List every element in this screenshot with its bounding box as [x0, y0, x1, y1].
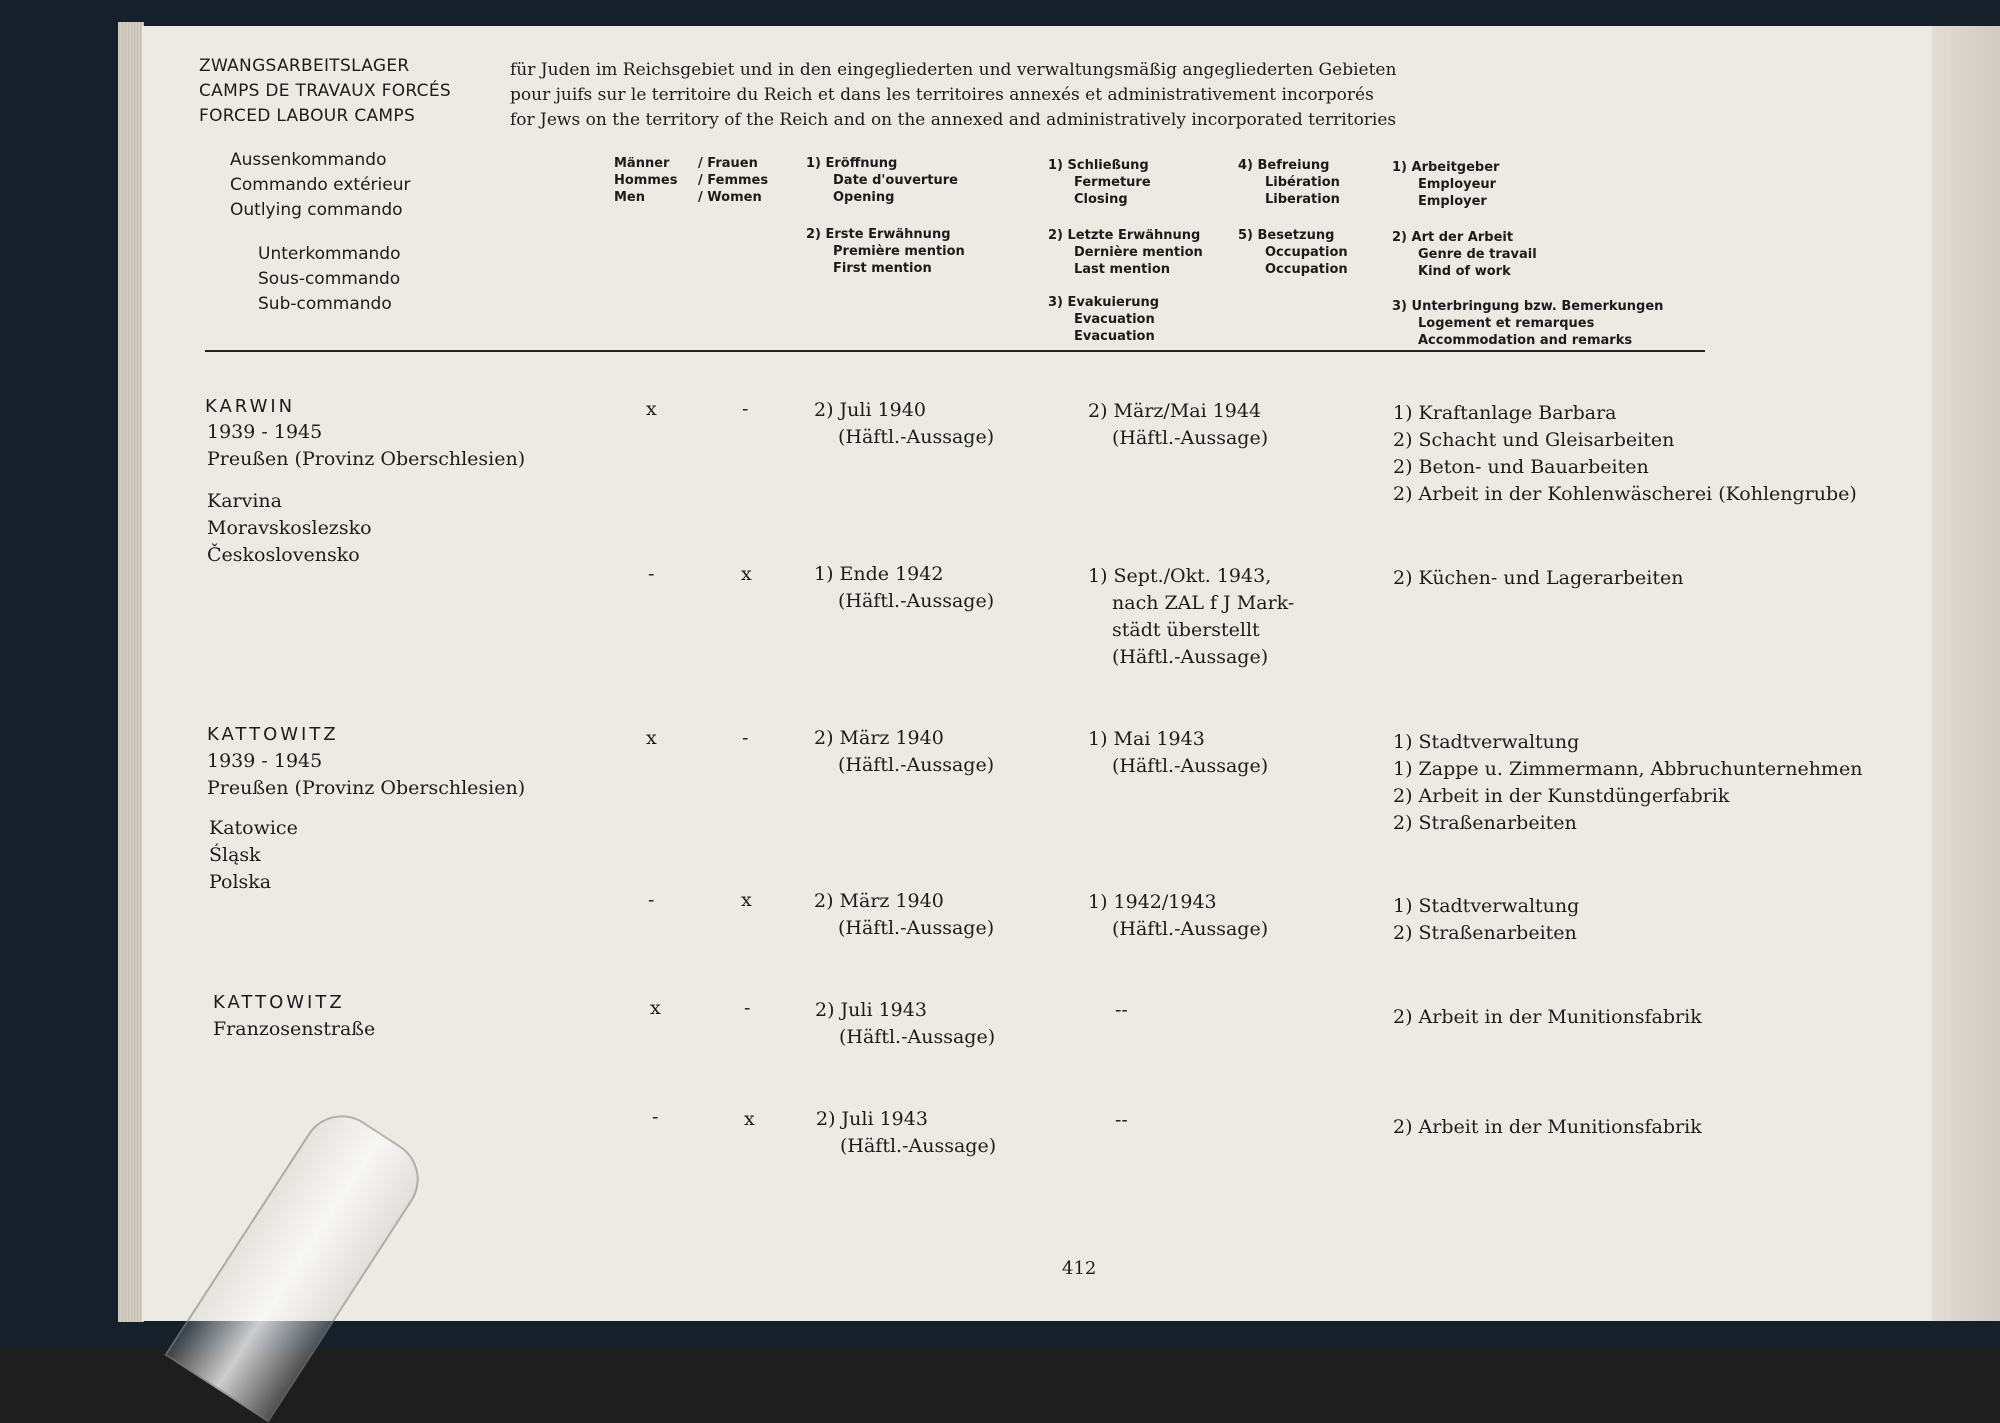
header-cell: Date d'ouverture — [833, 173, 958, 188]
camp-details — [207, 748, 525, 802]
header-cell: Occupation — [1265, 245, 1348, 260]
header-cell: Last mention — [1074, 262, 1171, 277]
men-mark: x — [646, 727, 657, 749]
date-line: 1) Mai 1943 — [1088, 728, 1205, 750]
header-cell: 1) Schließung — [1048, 158, 1149, 173]
women-mark: x — [741, 889, 752, 911]
work-line: 2) Straßenarbeiten — [1393, 812, 1577, 834]
header-cell: Liberation — [1265, 192, 1340, 207]
gender-women-header — [698, 155, 768, 206]
date-line: 2) März 1940 — [814, 890, 944, 912]
header-cell: Evacuation — [1074, 329, 1155, 344]
header-cell: Hommes — [614, 173, 678, 188]
header-cell: Employeur — [1418, 177, 1497, 192]
place-line: Śląsk — [209, 844, 261, 866]
subcommando-line: Sub-commando — [258, 294, 392, 314]
header-rule — [205, 350, 1705, 352]
camp-detail-line: 1939 - 1945 — [207, 421, 323, 443]
opening-date — [816, 1106, 996, 1160]
commando-line: Commando extérieur — [230, 175, 411, 195]
header-cell: Genre de travail — [1418, 247, 1537, 262]
header-cell: Kind of work — [1418, 264, 1511, 279]
date-line: -- — [1115, 1109, 1128, 1131]
camp-place — [207, 488, 372, 569]
accommodation-header — [1392, 298, 1663, 349]
place-line: Československo — [207, 544, 360, 566]
header-cell: Accommodation and remarks — [1418, 333, 1633, 348]
work-line: 2) Arbeit in der Munitionsfabrik — [1393, 1006, 1702, 1028]
opening-header — [806, 155, 958, 206]
women-mark: - — [744, 997, 751, 1019]
camp-detail-line: Preußen (Provinz Oberschlesien) — [207, 777, 526, 799]
closing-date — [1088, 726, 1268, 780]
liberation-header — [1238, 157, 1340, 208]
date-line: (Häftl.-Aussage) — [1112, 918, 1269, 940]
header-cell: 2) Erste Erwähnung — [806, 227, 951, 242]
subcommando-line: Unterkommando — [258, 244, 401, 264]
header-cell: Evacuation — [1074, 312, 1155, 327]
header-mid-line: for Jews on the territory of the Reich and on the annexed and administratively incorporated territories — [510, 110, 1397, 130]
date-line: (Häftl.-Aussage) — [839, 1026, 996, 1048]
commando-line: Outlying commando — [230, 200, 403, 220]
camp-detail-line: Franzosenstraße — [213, 1018, 376, 1040]
date-line: (Häftl.-Aussage) — [838, 917, 995, 939]
date-line: 1) 1942/1943 — [1088, 891, 1217, 913]
page-stack-edge — [118, 22, 144, 1322]
men-mark: - — [648, 889, 655, 911]
date-line: nach ZAL f J Mark- — [1112, 592, 1295, 614]
men-mark: - — [648, 563, 655, 585]
closing-date — [1088, 563, 1294, 671]
camp-name: KATTOWITZ — [213, 992, 345, 1013]
closing-date — [1088, 398, 1268, 452]
work-line: 2) Arbeit in der Kohlenwäscherei (Kohlengrube) — [1393, 483, 1857, 505]
date-line: 2) Juli 1943 — [815, 999, 927, 1021]
header-cell: / Women — [698, 190, 762, 205]
date-line: 1) Ende 1942 — [814, 563, 944, 585]
header-cell: Fermeture — [1074, 175, 1151, 190]
header-mid-line: pour juifs sur le territoire du Reich et dans les territoires annexés et administrativement incorporés — [510, 85, 1374, 105]
header-cell: Opening — [833, 190, 895, 205]
camp-name: KATTOWITZ — [207, 724, 339, 745]
header-left — [199, 54, 451, 129]
commando-line: Aussenkommando — [230, 150, 387, 170]
camp-detail-line: 1939 - 1945 — [207, 750, 323, 772]
gender-men-header — [614, 155, 677, 206]
work-line: 2) Beton- und Bauarbeiten — [1393, 456, 1649, 478]
header-cell: 3) Evakuierung — [1048, 295, 1160, 310]
facing-page-edge — [1932, 26, 2000, 1321]
occupation-header — [1238, 227, 1348, 278]
opening-date — [814, 725, 994, 779]
opening-date — [814, 561, 994, 615]
opening-date — [814, 888, 994, 942]
work-list — [1393, 400, 1857, 508]
date-line: (Häftl.-Aussage) — [838, 754, 995, 776]
opening-date — [814, 397, 994, 451]
header-mid-line: für Juden im Reichsgebiet und in den eingegliederten und verwaltungsmäßig angegliederten Gebieten — [510, 60, 1397, 80]
closing-date — [1115, 1107, 1128, 1134]
header-cell: 4) Befreiung — [1238, 158, 1330, 173]
header-left-line: CAMPS DE TRAVAUX FORCÉS — [199, 81, 451, 101]
date-line: 2) Juli 1943 — [816, 1108, 928, 1130]
date-line: städt überstellt — [1112, 619, 1260, 641]
work-line: 2) Schacht und Gleisarbeiten — [1393, 429, 1675, 451]
men-mark: x — [646, 398, 657, 420]
header-cell: 1) Eröffnung — [806, 156, 898, 171]
work-line: 1) Stadtverwaltung — [1393, 895, 1580, 917]
camp-detail-line: Preußen (Provinz Oberschlesien) — [207, 448, 526, 470]
date-line: 2) Juli 1940 — [814, 399, 926, 421]
place-line: Karvina — [207, 490, 282, 512]
work-line: 1) Zappe u. Zimmermann, Abbruchunternehmen — [1393, 758, 1863, 780]
commando-label — [230, 148, 410, 223]
women-mark: - — [742, 727, 749, 749]
date-line: 2) März 1940 — [814, 727, 944, 749]
header-cell: 1) Arbeitgeber — [1392, 160, 1500, 175]
women-mark: - — [742, 398, 749, 420]
header-cell: / Frauen — [698, 156, 758, 171]
header-cell: Dernière mention — [1074, 245, 1203, 260]
camp-name: KARWIN — [205, 396, 296, 417]
work-line: 1) Stadtverwaltung — [1393, 731, 1580, 753]
header-cell: Libération — [1265, 175, 1340, 190]
employer-header — [1392, 159, 1499, 210]
work-kind-header — [1392, 229, 1537, 280]
last-mention-header — [1048, 227, 1203, 278]
closing-date — [1115, 997, 1128, 1024]
date-line: 1) Sept./Okt. 1943, — [1088, 565, 1272, 587]
date-line: (Häftl.-Aussage) — [1112, 646, 1269, 668]
camp-details — [207, 419, 525, 473]
header-cell: Men — [614, 190, 646, 205]
header-cell: Première mention — [833, 244, 965, 259]
camp-place — [209, 815, 298, 896]
closing-header — [1048, 157, 1151, 208]
header-cell: First mention — [833, 261, 932, 276]
date-line: (Häftl.-Aussage) — [1112, 755, 1269, 777]
camp-details — [213, 1016, 375, 1043]
men-mark: x — [650, 997, 661, 1019]
header-cell: Logement et remarques — [1418, 316, 1595, 331]
closing-date — [1088, 889, 1268, 943]
date-line: (Häftl.-Aussage) — [840, 1135, 997, 1157]
header-cell: 5) Besetzung — [1238, 228, 1335, 243]
work-list — [1393, 729, 1862, 837]
date-line: (Häftl.-Aussage) — [838, 590, 995, 612]
subcommando-line: Sous-commando — [258, 269, 401, 289]
date-line: -- — [1115, 999, 1128, 1021]
subcommando-label — [258, 242, 400, 317]
date-line: (Häftl.-Aussage) — [838, 426, 995, 448]
place-line: Polska — [209, 871, 272, 893]
place-line: Moravskoslezsko — [207, 517, 372, 539]
header-description — [510, 58, 1396, 133]
date-line: (Häftl.-Aussage) — [1112, 427, 1269, 449]
date-line: 2) März/Mai 1944 — [1088, 400, 1262, 422]
work-list — [1393, 1114, 1702, 1141]
evacuation-header — [1048, 294, 1159, 345]
header-left-line: ZWANGSARBEITSLAGER — [199, 56, 410, 76]
men-mark: - — [652, 1106, 659, 1128]
work-line: 2) Straßenarbeiten — [1393, 922, 1577, 944]
women-mark: x — [741, 563, 752, 585]
header-cell: Männer — [614, 156, 670, 171]
header-cell: Occupation — [1265, 262, 1348, 277]
work-list — [1393, 1004, 1702, 1031]
header-cell: 2) Art der Arbeit — [1392, 230, 1514, 245]
header-cell: / Femmes — [698, 173, 769, 188]
page-number: 412 — [1062, 1258, 1097, 1279]
work-list — [1393, 565, 1684, 592]
work-line: 2) Arbeit in der Munitionsfabrik — [1393, 1116, 1702, 1138]
place-line: Katowice — [209, 817, 298, 839]
header-left-line: FORCED LABOUR CAMPS — [199, 106, 416, 126]
work-list — [1393, 893, 1579, 947]
header-cell: Closing — [1074, 192, 1128, 207]
header-cell: 2) Letzte Erwähnung — [1048, 228, 1201, 243]
work-line: 1) Kraftanlage Barbara — [1393, 402, 1617, 424]
first-mention-header — [806, 226, 965, 277]
women-mark: x — [744, 1108, 755, 1130]
work-line: 2) Küchen- und Lagerarbeiten — [1393, 567, 1684, 589]
work-line: 2) Arbeit in der Kunstdüngerfabrik — [1393, 785, 1730, 807]
opening-date — [815, 997, 995, 1051]
header-cell: Employer — [1418, 194, 1487, 209]
header-cell: 3) Unterbringung bzw. Bemerkungen — [1392, 299, 1664, 314]
